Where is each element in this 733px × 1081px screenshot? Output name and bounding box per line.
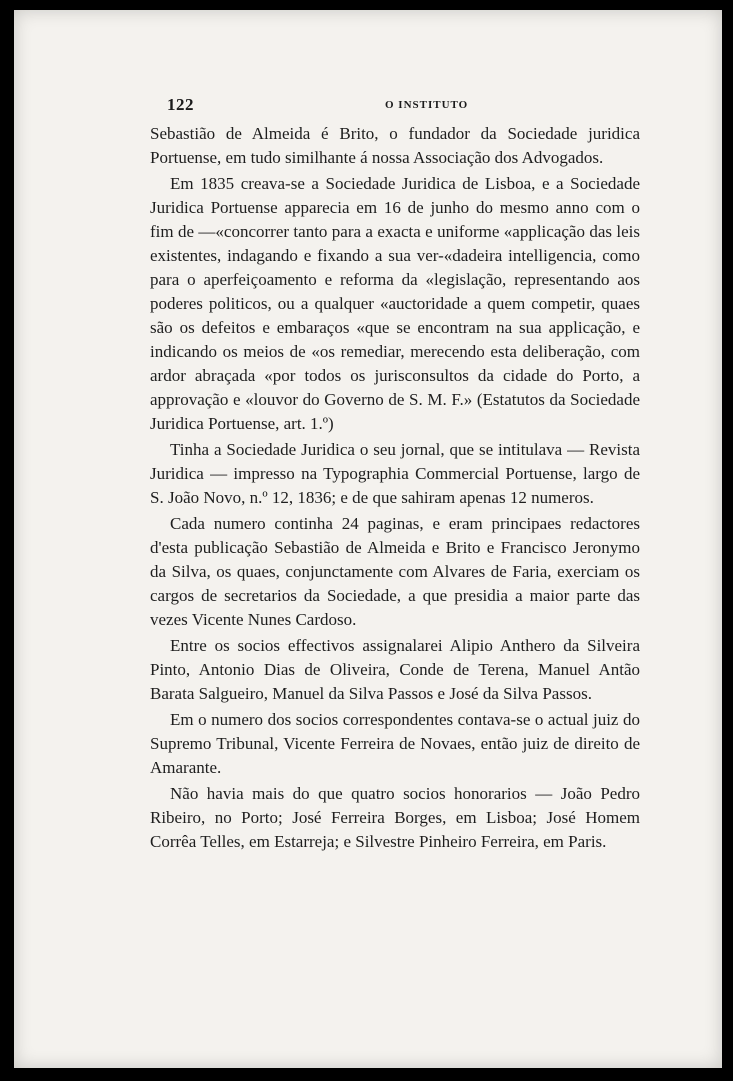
paragraph: Em 1835 creava-se a Sociedade Juridica de Lisboa, e a Sociedade Juridica Portuense apparecia em 16 de junho do mesmo anno com o fim de —«concorrer tanto para a exacta e uniforme «applicação das leis existentes, indagando e fixando a sua ver-«dadeira intelligencia, como para o aperfeiçoamento e reforma da «legislação, representando aos poderes politicos, ou a qualquer «auctoridade a quem competir, quaes são os defeitos e embaraços «que se encontram na sua applicação, e indicando os meios de «os remediar, merecendo esta deliberação, com ardor abraçada «por todos os jurisconsultos da cidade do Porto, a approvação e «louvor do Governo de S. M. F.» (Estatutos da Sociedade Juridica Portuense, art. 1.º): [150, 174, 640, 433]
body-text: [150, 122, 640, 854]
paragraph: Cada numero continha 24 paginas, e eram principaes redactores d'esta publicação Sebastião de Almeida e Brito e Francisco Jeronymo da Silva, os quaes, conjunctamente com Alvares de Faria, exerciam os cargos de secretarios da Sociedade, a que presidia a maior parte das vezes Vicente Nunes Cardoso.: [150, 514, 640, 629]
paragraph: Tinha a Sociedade Juridica o seu jornal, que se intitulava — Revista Juridica — impresso na Typographia Commercial Portuense, largo de S. João Novo, n.º 12, 1836; e de que sahiram apenas 12 numeros.: [150, 440, 640, 507]
paragraph: Em o numero dos socios correspondentes contava-se o actual juiz do Supremo Tribunal, Vicente Ferreira de Novaes, então juiz de direito de Amarante.: [150, 710, 640, 777]
page-number: 122: [167, 95, 194, 114]
paragraph: Não havia mais do que quatro socios honorarios — João Pedro Ribeiro, no Porto; José Ferreira Borges, em Lisboa; José Homem Corrêa Telles, em Estarreja; e Silvestre Pinheiro Ferreira, em Paris.: [150, 784, 640, 851]
page-header: [167, 95, 657, 117]
running-head: O INSTITUTO: [385, 99, 469, 111]
paragraph: Entre os socios effectivos assignalarei Alipio Anthero da Silveira Pinto, Antonio Dias de Oliveira, Conde de Terena, Manuel Antão Barata Salgueiro, Manuel da Silva Passos e José da Silva Passos.: [150, 636, 640, 703]
paragraph: Sebastião de Almeida é Brito, o fundador da Sociedade juridica Portuense, em tudo similhante á nossa Associação dos Advogados.: [150, 124, 640, 167]
